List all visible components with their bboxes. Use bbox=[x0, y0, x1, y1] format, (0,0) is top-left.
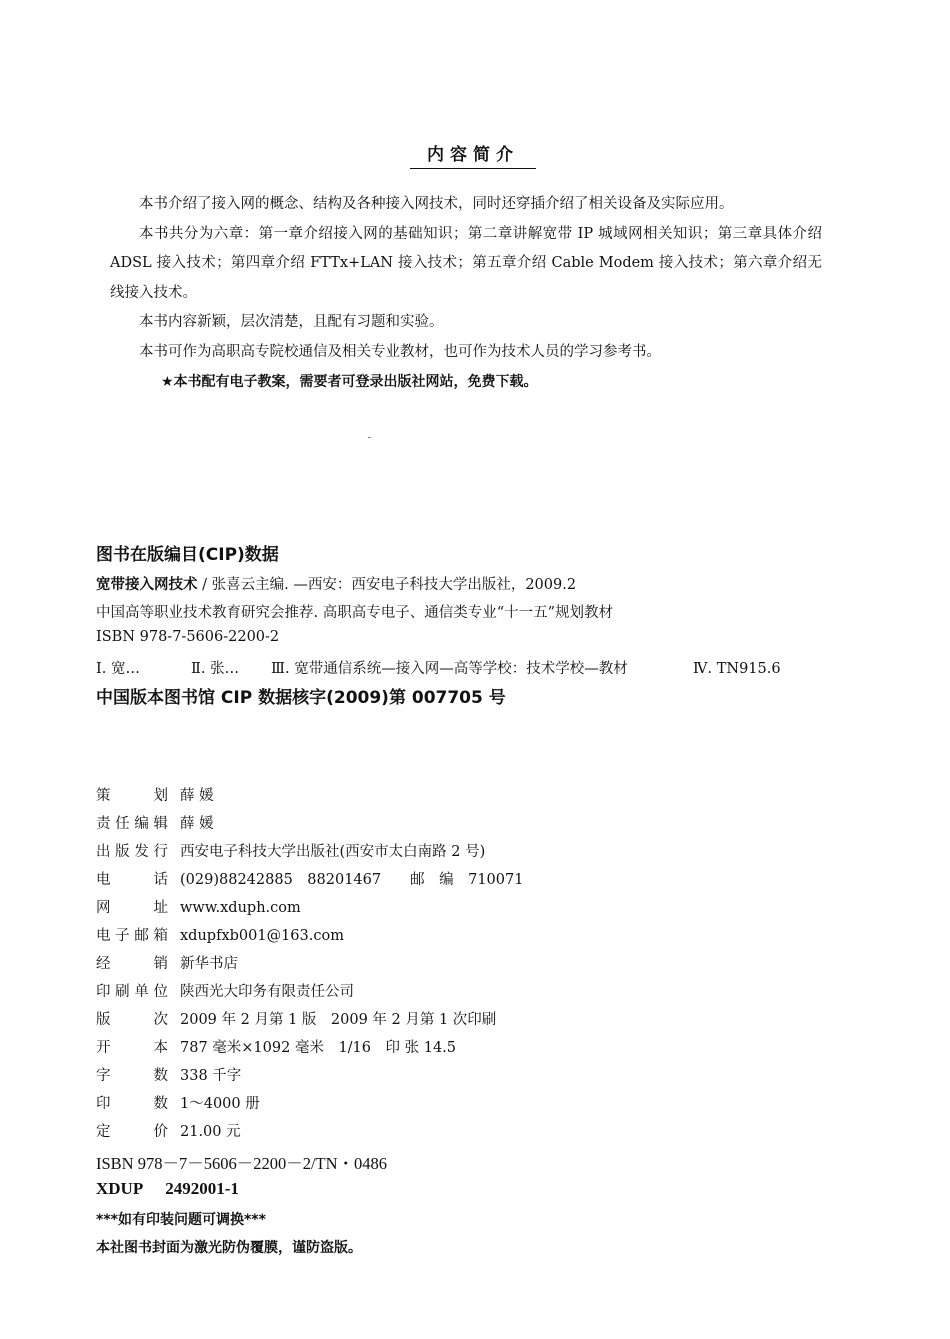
colophon-label: 出版发行 bbox=[96, 844, 168, 860]
colophon-value: 薛 媛 bbox=[180, 816, 214, 832]
colophon-value: 西安电子科技大学出版社(西安市太白南路 2 号) bbox=[180, 844, 486, 860]
colophon-value: 787 毫米×1092 毫米 1/16 印 张 14.5 bbox=[180, 1040, 457, 1056]
courseware-notice: ★本书配有电子教案，需要者可登录出版社网站，免费下载。 bbox=[161, 374, 538, 390]
xdup-code-line bbox=[96, 1179, 239, 1199]
intro-paragraph: 本书共分为六章：第一章介绍接入网的基础知识；第二章讲解宽带 IP 城域网相关知识；第三章具体介绍 ADSL 接入技术；第四章介绍 FTTx+LAN 接入技术；第五章介绍 Cable Modem 接入技术；第六章介绍无线接入技术。 bbox=[110, 225, 822, 301]
exchange-note: ***如有印装问题可调换*** bbox=[96, 1212, 266, 1228]
cip-responsibility: / 张喜云主编. —西安：西安电子科技大学出版社，2009.2 bbox=[197, 577, 577, 593]
scan-speck bbox=[368, 437, 371, 438]
colophon-label: 开本 bbox=[96, 1040, 168, 1056]
colophon-label: 策划 bbox=[96, 788, 168, 804]
cip-isbn: ISBN 978-7-5606-2200-2 bbox=[96, 629, 280, 645]
cip-classification bbox=[96, 657, 781, 678]
colophon-row bbox=[96, 1066, 241, 1086]
colophon-row bbox=[96, 898, 301, 918]
colophon-value: 21.00 元 bbox=[180, 1124, 241, 1140]
intro-paragraph: 本书介绍了接入网的概念、结构及各种接入网技术，同时还穿插介绍了相关设备及实际应用。 bbox=[139, 196, 734, 212]
cip-class-item: Ⅳ. TN915.6 bbox=[693, 661, 781, 677]
intro-paragraph: 本书内容新颖，层次清楚，且配有习题和实验。 bbox=[139, 314, 444, 330]
colophon-row bbox=[96, 982, 354, 1002]
colophon-label: 印数 bbox=[96, 1096, 168, 1112]
xdup-number: 2492001-1 bbox=[165, 1179, 239, 1198]
anticounterfeit-note: 本社图书封面为激光防伪覆膜，谨防盗版。 bbox=[96, 1240, 362, 1256]
colophon-value: 薛 媛 bbox=[180, 788, 214, 804]
colophon-row bbox=[96, 1038, 456, 1058]
colophon-label: 印刷单位 bbox=[96, 984, 168, 1000]
colophon-value: 2009 年 2 月第 1 版 2009 年 2 月第 1 次印刷 bbox=[180, 1012, 497, 1028]
colophon-value: www.xduph.com bbox=[180, 900, 301, 916]
colophon-value: xdupfxb001@163.com bbox=[180, 928, 344, 944]
colophon-row bbox=[96, 1122, 241, 1142]
cip-series: 中国高等职业技术教育研究会推荐. 高职高专电子、通信类专业“十一五”规划教材 bbox=[96, 605, 614, 621]
colophon-row bbox=[96, 870, 523, 890]
colophon-row bbox=[96, 954, 238, 974]
cip-class-item: Ⅰ. 宽… bbox=[96, 661, 140, 677]
colophon-row bbox=[96, 814, 214, 834]
colophon-value: (029)88242885 88201467 邮 编 710071 bbox=[180, 872, 524, 888]
intro-title: 内容简介 bbox=[410, 144, 536, 169]
intro-paragraph: 本书可作为高职高专院校通信及相关专业教材，也可作为技术人员的学习参考书。 bbox=[139, 343, 661, 360]
colophon-value: 338 千字 bbox=[180, 1068, 242, 1084]
cip-record-number: 中国版本图书馆 CIP 数据核字(2009)第 007705 号 bbox=[96, 688, 506, 708]
cip-heading: 图书在版编目(CIP)数据 bbox=[96, 545, 279, 565]
colophon-label: 责任编辑 bbox=[96, 816, 168, 832]
colophon-row bbox=[96, 1010, 496, 1030]
intro-text bbox=[110, 190, 822, 367]
colophon-row bbox=[96, 842, 485, 862]
colophon-label: 定价 bbox=[96, 1124, 168, 1140]
colophon-value: 陕西光大印务有限责任公司 bbox=[180, 984, 354, 1000]
colophon-label: 经销 bbox=[96, 956, 168, 972]
colophon-value: 1～4000 册 bbox=[180, 1096, 260, 1112]
cip-class-item: Ⅱ. 张… bbox=[191, 661, 240, 677]
colophon-label: 电话 bbox=[96, 872, 168, 888]
cip-title-line bbox=[96, 573, 576, 594]
colophon-label: 电子邮箱 bbox=[96, 928, 168, 944]
colophon-row bbox=[96, 1094, 260, 1114]
colophon-row bbox=[96, 926, 344, 946]
colophon-label: 网址 bbox=[96, 900, 168, 916]
cip-class-item: Ⅲ. 宽带通信系统—接入网—高等学校：技术学校—教材 bbox=[271, 661, 628, 677]
colophon-value: 新华书店 bbox=[180, 956, 238, 972]
colophon-label: 版次 bbox=[96, 1012, 168, 1028]
xdup-code: XDUP bbox=[96, 1179, 144, 1198]
cip-book-title: 宽带接入网技术 bbox=[96, 577, 198, 593]
colophon-row bbox=[96, 786, 214, 806]
colophon-label: 字数 bbox=[96, 1068, 168, 1084]
isbn-price-line: ISBN 978－7－5606－2200－2/TN・0486 bbox=[96, 1154, 388, 1173]
